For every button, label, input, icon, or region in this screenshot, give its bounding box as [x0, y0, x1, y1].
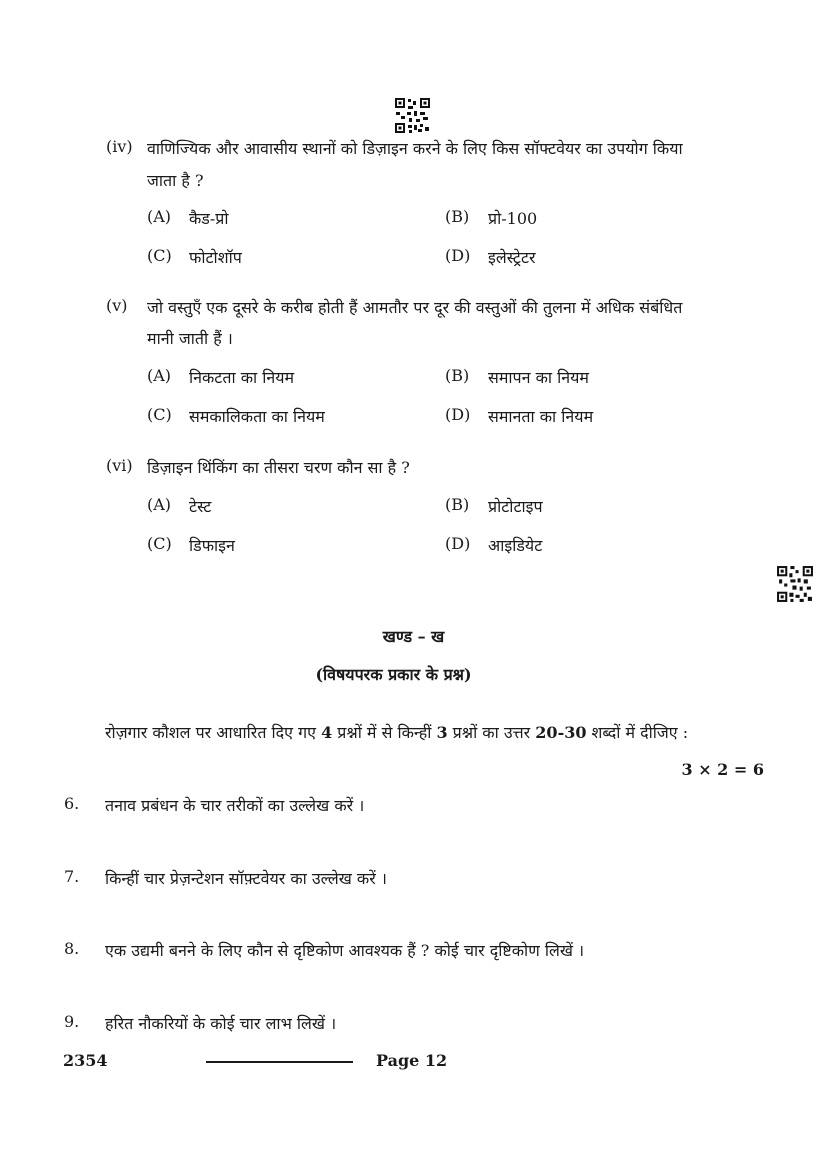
- instruction-word-limit: 20-30: [535, 723, 587, 742]
- instruction-count-total: 4: [321, 723, 333, 742]
- section-subtitle: (विषयपरक प्रकार के प्रश्न): [315, 665, 472, 684]
- option-text: आइडियेट: [488, 536, 543, 555]
- paper-code: 2354: [63, 1051, 108, 1070]
- question-number: (iv): [106, 137, 133, 156]
- question-text-continued: जाता है ?: [147, 171, 204, 190]
- option-text: समानता का नियम: [488, 407, 594, 426]
- option-label: (D): [445, 246, 471, 265]
- option-label: (C): [147, 246, 172, 265]
- option-text: टेस्ट: [189, 497, 212, 516]
- page-number: Page 12: [376, 1051, 448, 1070]
- instruction-count-attempt: 3: [436, 723, 448, 742]
- footer-divider: [206, 1061, 353, 1063]
- section-title: खण्ड – ख: [382, 627, 445, 646]
- question-number: 7.: [64, 867, 80, 886]
- question-text-continued: मानी जाती हैं ।: [147, 329, 233, 348]
- instruction-part: शब्दों में दीजिए :: [586, 723, 689, 742]
- option-label: (A): [147, 366, 172, 385]
- option-text: निकटता का नियम: [189, 368, 295, 387]
- question-text: डिज़ाइन थिंकिंग का तीसरा चरण कौन सा है ?: [147, 458, 410, 477]
- section-instruction: [105, 721, 688, 743]
- option-label: (D): [445, 534, 471, 553]
- option-text: समकालिकता का नियम: [189, 407, 325, 426]
- option-text: इलेस्ट्रेटर: [488, 248, 536, 267]
- option-text: कैड-प्रो: [189, 209, 229, 228]
- option-text: डिफाइन: [189, 536, 235, 555]
- question-number: (v): [106, 296, 128, 315]
- question-number: 8.: [64, 939, 80, 958]
- option-label: (B): [445, 495, 470, 514]
- question-text: किन्हीं चार प्रेज़न्टेशन सॉफ़्टवेयर का उल्लेख करें ।: [105, 869, 387, 888]
- option-text: प्रो-100: [488, 209, 538, 228]
- question-text: हरित नौकरियों के कोई चार लाभ लिखें ।: [105, 1014, 337, 1033]
- option-text: समापन का नियम: [488, 368, 589, 387]
- instruction-part: प्रश्नों में से किन्हीं: [332, 723, 437, 742]
- question-number: 9.: [64, 1012, 80, 1031]
- question-text: वाणिज्यिक और आवासीय स्थानों को डिज़ाइन करने के लिए किस सॉफ्टवेयर का उपयोग किया: [147, 139, 683, 158]
- qr-code-top-icon: [394, 97, 431, 134]
- option-label: (B): [445, 207, 470, 226]
- option-text: फोटोशॉप: [189, 248, 242, 267]
- option-label: (A): [147, 495, 172, 514]
- instruction-part: रोज़गार कौशल पर आधारित दिए गए: [105, 723, 322, 742]
- option-label: (B): [445, 366, 470, 385]
- option-label: (C): [147, 405, 172, 424]
- option-label: (D): [445, 405, 471, 424]
- marks-allocation: 3 × 2 = 6: [681, 760, 764, 779]
- question-text: जो वस्तुएँ एक दूसरे के करीब होती हैं आमतौर पर दूर की वस्तुओं की तुलना में अधिक संबंधित: [147, 298, 683, 317]
- question-text: तनाव प्रबंधन के चार तरीकों का उल्लेख करें ।: [105, 796, 365, 815]
- question-text: एक उद्यमी बनने के लिए कौन से दृष्टिकोण आवश्यक हैं ? कोई चार दृष्टिकोण लिखें ।: [105, 941, 585, 960]
- option-label: (C): [147, 534, 172, 553]
- option-text: प्रोटोटाइप: [488, 497, 543, 516]
- instruction-part: प्रश्नों का उत्तर: [447, 723, 536, 742]
- qr-code-side-icon: [776, 565, 814, 603]
- question-number: (vi): [106, 456, 133, 475]
- question-number: 6.: [64, 794, 80, 813]
- option-label: (A): [147, 207, 172, 226]
